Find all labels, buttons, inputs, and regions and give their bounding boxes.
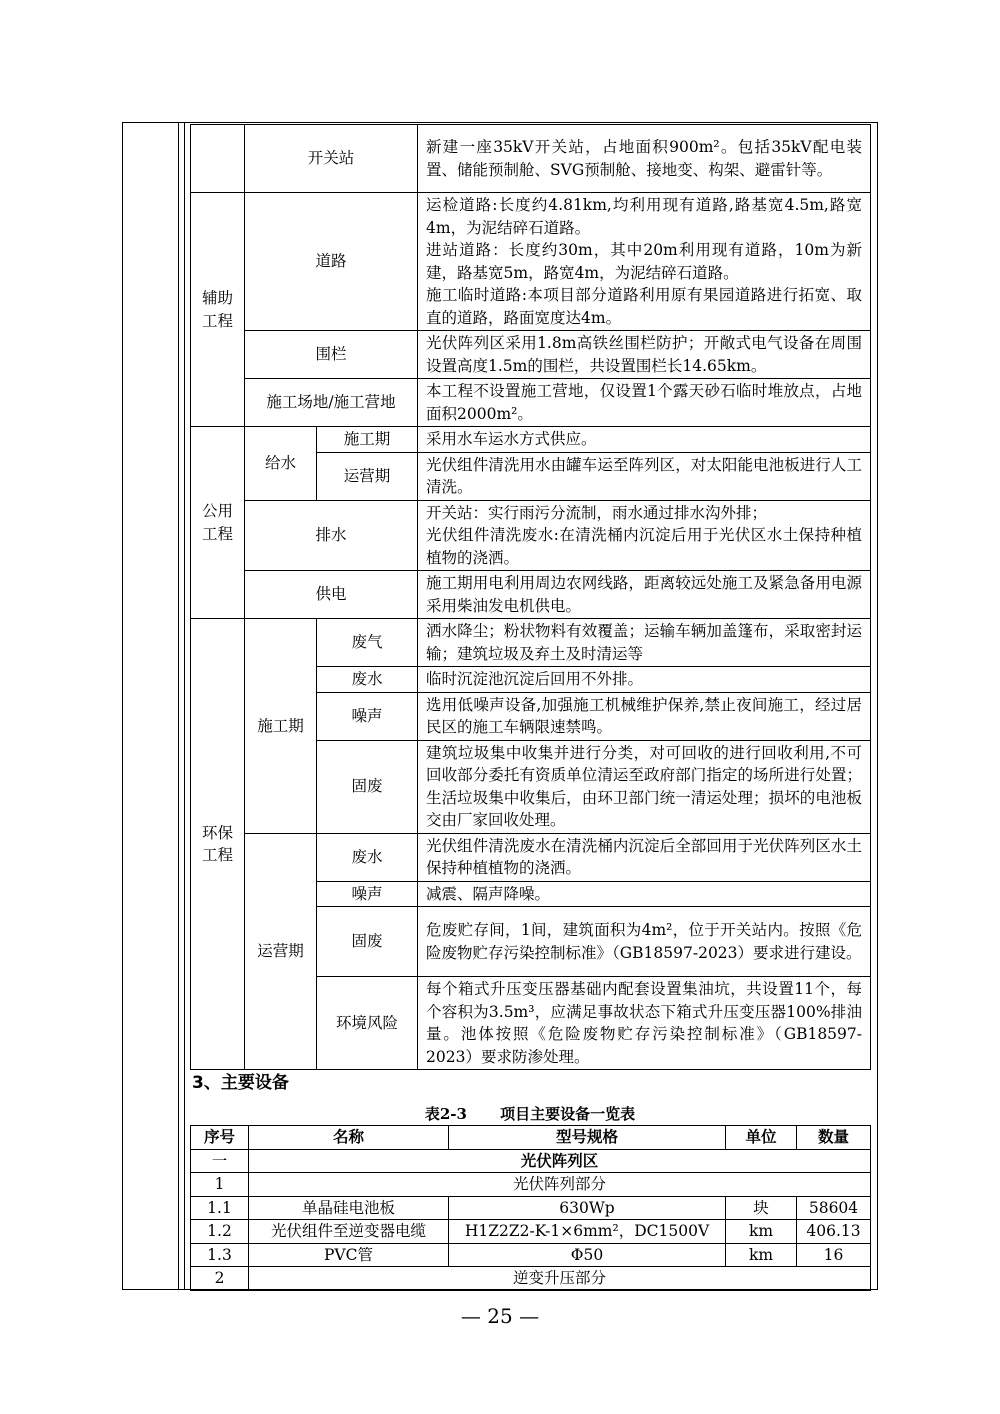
row-desc: 新建一座35kV开关站，占地面积900m²。包括35kV配电装置、储能预制舱、SVG预制舱、接地变、构架、避雷针等。 [418,125,871,193]
group-name: 光伏阵列区 [249,1149,871,1173]
row-desc: 光伏组件清洗废水在清洗桶内沉淀后全部回用于光伏阵列区水土保持种植植物的浇洒。 [418,833,871,881]
table-row [191,500,871,571]
road-desc-2: 进站道路：长度约30m，其中20m利用现有道路，10m为新建，路基宽5m，路宽4m，为泥结碎石道路。 [426,241,863,282]
row-desc: 施工期用电利用周边农网线路，距离较远处施工及紧急备用电源采用柴油发电机供电。 [418,571,871,619]
row-name: 单晶硅电池板 [249,1196,449,1220]
row-spec: Φ50 [449,1243,726,1267]
table-row [191,571,871,619]
row-qty: 16 [797,1243,871,1267]
row-label: 围栏 [245,331,418,379]
category-cell-empty [191,125,245,193]
item-label: 废气 [317,619,418,667]
table-row [191,1173,871,1197]
table-row [191,1267,871,1291]
row-label: 给水 [245,427,317,501]
period-group-label: 施工期 [245,619,317,834]
row-desc [418,193,871,331]
table-row [191,427,871,453]
table-row [191,125,871,193]
subgroup-name: 光伏阵列部分 [249,1173,871,1197]
row-no: 1 [191,1173,249,1197]
engineering-table [190,124,871,1070]
table-caption-title: 项目主要设备一览表 [500,1105,636,1123]
header-cell: 数量 [797,1126,871,1150]
row-desc: 选用低噪声设备,加强施工机械维护保养,禁止夜间施工，经过居民区的施工车辆限速禁鸣。 [418,692,871,740]
item-label: 固废 [317,740,418,833]
row-name: PVC管 [249,1243,449,1267]
table-caption [190,1103,870,1124]
row-name: 光伏组件至逆变器电缆 [249,1220,449,1244]
row-qty: 406.13 [797,1220,871,1244]
subgroup-name: 逆变升压部分 [249,1267,871,1291]
row-label: 道路 [245,193,418,331]
row-label: 供电 [245,571,418,619]
equipment-table [190,1125,871,1291]
page-number: — 25 — [460,1304,540,1328]
table-row [191,1243,871,1267]
item-label: 固废 [317,907,418,977]
item-label: 噪声 [317,692,418,740]
row-label: 施工场地/施工营地 [245,379,418,427]
drainage-desc-2: 光伏组件清洗废水:在清洗桶内沉淀后用于光伏区水土保持种植植物的浇洒。 [426,526,863,567]
header-cell: 序号 [191,1126,249,1150]
table-row [191,1196,871,1220]
row-desc: 建筑垃圾集中收集并进行分类，对可回收的进行回收利用,不可回收部分委托有资质单位清运至政府部门指定的场所进行处置；生活垃圾集中收集后，由环卫部门统一清运处理；损坏的电池板交由厂家回收处理。 [418,740,871,833]
period-label: 运营期 [317,452,418,500]
table-row [191,833,871,881]
row-spec: 630Wp [449,1196,726,1220]
section-title: 3、主要设备 [192,1073,289,1093]
row-desc: 采用水车运水方式供应。 [418,427,871,453]
table-row [191,331,871,379]
period-group-label: 运营期 [245,833,317,1070]
table-caption-number: 表2-3 [424,1105,467,1123]
road-desc-1: 运检道路:长度约4.81km,均利用现有道路,路基宽4.5m,路宽4m，为泥结碎石道路。 [426,196,863,237]
row-label: 开关站 [245,125,418,193]
category-cell: 公用工程 [191,427,245,619]
row-no: 1.3 [191,1243,249,1267]
item-label: 废水 [317,833,418,881]
item-label: 环境风险 [317,977,418,1070]
table-row [191,193,871,331]
item-label: 噪声 [317,881,418,907]
row-desc: 光伏组件清洗用水由罐车运至阵列区，对太阳能电池板进行人工清洗。 [418,452,871,500]
row-label: 排水 [245,500,418,571]
row-desc: 每个箱式升压变压器基础内配套设置集油坑，共设置11个，每个容积为3.5m³，应满足事故状态下箱式升压变压器100%排油量。池体按照《危险废物贮存污染控制标准》（GB18597-2023）要求防渗处理。 [418,977,871,1070]
header-cell: 单位 [726,1126,797,1150]
header-cell: 型号规格 [449,1126,726,1150]
row-no: 1.2 [191,1220,249,1244]
period-label: 施工期 [317,427,418,453]
row-unit: km [726,1243,797,1267]
row-unit: km [726,1220,797,1244]
row-desc: 危废贮存间，1间，建筑面积为4m²，位于开关站内。按照《危险废物贮存污染控制标准》（GB18597-2023）要求进行建设。 [418,907,871,977]
category-cell: 辅助工程 [191,193,245,427]
row-no: 一 [191,1149,249,1173]
header-cell: 名称 [249,1126,449,1150]
row-desc: 洒水降尘；粉状物料有效覆盖；运输车辆加盖篷布，采取密封运输；建筑垃圾及弃土及时清运等 [418,619,871,667]
row-no: 1.1 [191,1196,249,1220]
row-spec: H1Z2Z2-K-1×6mm²，DC1500V [449,1220,726,1244]
table-row [191,619,871,667]
row-desc [418,500,871,571]
row-no: 2 [191,1267,249,1291]
table-row [191,379,871,427]
row-desc: 光伏阵列区采用1.8m高铁丝围栏防护；开敞式电气设备在周围设置高度1.5m的围栏，共设置围栏长14.65km。 [418,331,871,379]
row-unit: 块 [726,1196,797,1220]
frame-divider [178,122,179,1290]
category-cell: 环保工程 [191,619,245,1070]
row-desc: 临时沉淀池沉淀后回用不外排。 [418,667,871,693]
row-desc: 减震、隔声降噪。 [418,881,871,907]
row-desc: 本工程不设置施工营地，仅设置1个露天砂石临时堆放点，占地面积2000m²。 [418,379,871,427]
table-row [191,1149,871,1173]
item-label: 废水 [317,667,418,693]
frame-divider-inner [184,122,185,1290]
drainage-desc-1: 开关站：实行雨污分流制，雨水通过排水沟外排； [426,503,768,522]
table-row [191,1220,871,1244]
road-desc-3: 施工临时道路:本项目部分道路利用原有果园道路进行拓宽、取直的道路，路面宽度达4m。 [426,286,863,327]
table-header-row [191,1126,871,1150]
row-qty: 58604 [797,1196,871,1220]
